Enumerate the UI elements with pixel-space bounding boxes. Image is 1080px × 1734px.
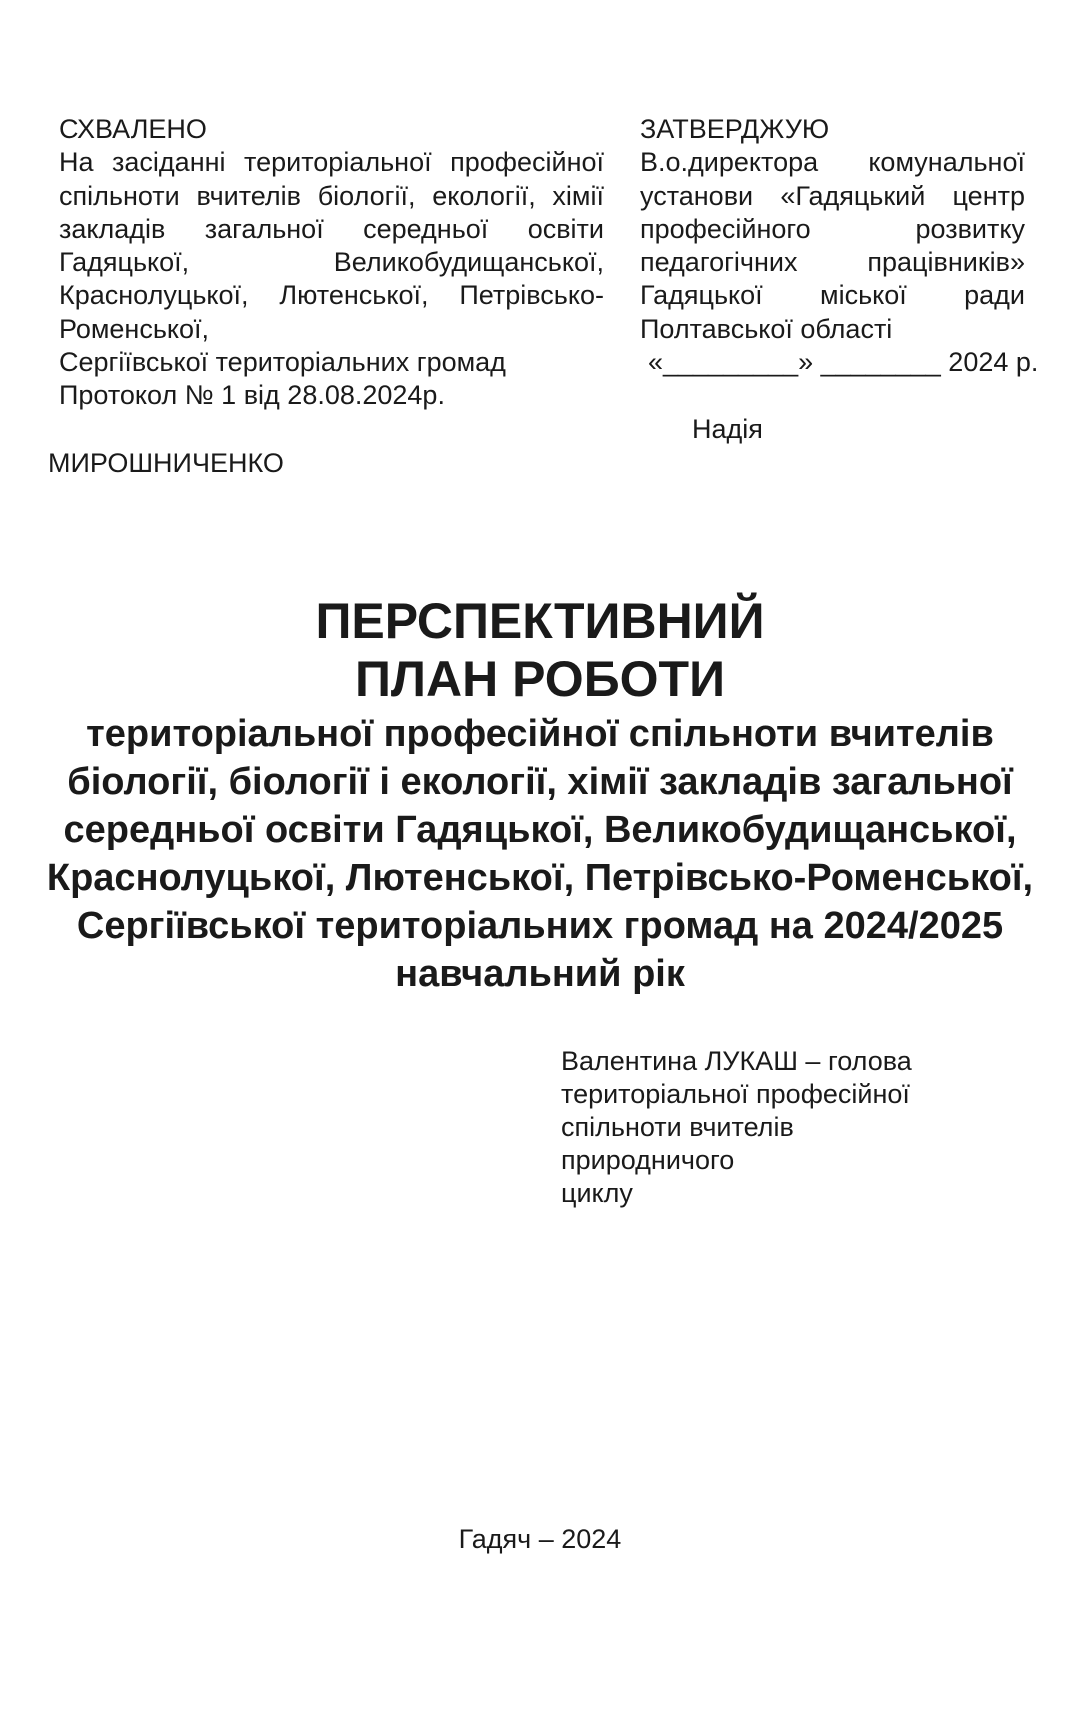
- head-line-2: територіальної професійної: [561, 1079, 910, 1109]
- confirm-date-line: «_________» ________ 2024 р.: [648, 347, 1039, 378]
- approved-block: [59, 113, 604, 413]
- head-line-1: Валентина ЛУКАШ – голова: [561, 1046, 912, 1076]
- title-line-2: ПЛАН РОБОТИ: [354, 651, 726, 707]
- confirm-region: Полтавської області: [640, 313, 893, 344]
- confirm-block: [640, 113, 1039, 379]
- title-subtitle: територіальної професійної спільноти вчителів біології, біології і екології, хімії закладів загальної середньої освіти Гадяцької, Великобудищанської, Краснолуцької, Лютенської, Петрівсько-Роменської, Сергіївської територіальних громад на 2024/2025 навчальний рік: [46, 713, 1034, 995]
- footer-place-year: Гадяч – 2024: [458, 1524, 622, 1554]
- confirm-heading: ЗАТВЕРДЖУЮ: [640, 114, 830, 144]
- head-line-5: циклу: [561, 1178, 633, 1208]
- approved-heading: СХВАЛЕНО: [59, 114, 207, 144]
- title-line-1: ПЕРСПЕКТИВНИЙ: [315, 593, 765, 649]
- title-block: [40, 592, 1040, 998]
- head-line-4: природничого: [561, 1145, 735, 1175]
- approved-protocol: Протокол № 1 від 28.08.2024р.: [59, 380, 445, 411]
- approved-last-line: Сергіївської територіальних громад: [59, 347, 506, 378]
- signatory-first-name: Надія: [692, 414, 763, 444]
- community-head-block: [561, 1045, 981, 1210]
- signatory-last-name: МИРОШНИЧЕНКО: [48, 448, 284, 478]
- approved-body: На засіданні територіальної професійної спільноти вчителів біології, екології, хімії закладів загальної середньої освіти Гадяцької, Великобудищанської, Краснолуцької, Лютенської, Петрівсько-Роменської,: [59, 147, 604, 344]
- confirm-body: В.о.директора комунальної установи «Гадяцький центр професійного розвитку педагогічних працівників» Гадяцької міської ради: [640, 147, 1025, 311]
- head-line-3: спільноти вчителів: [561, 1112, 794, 1142]
